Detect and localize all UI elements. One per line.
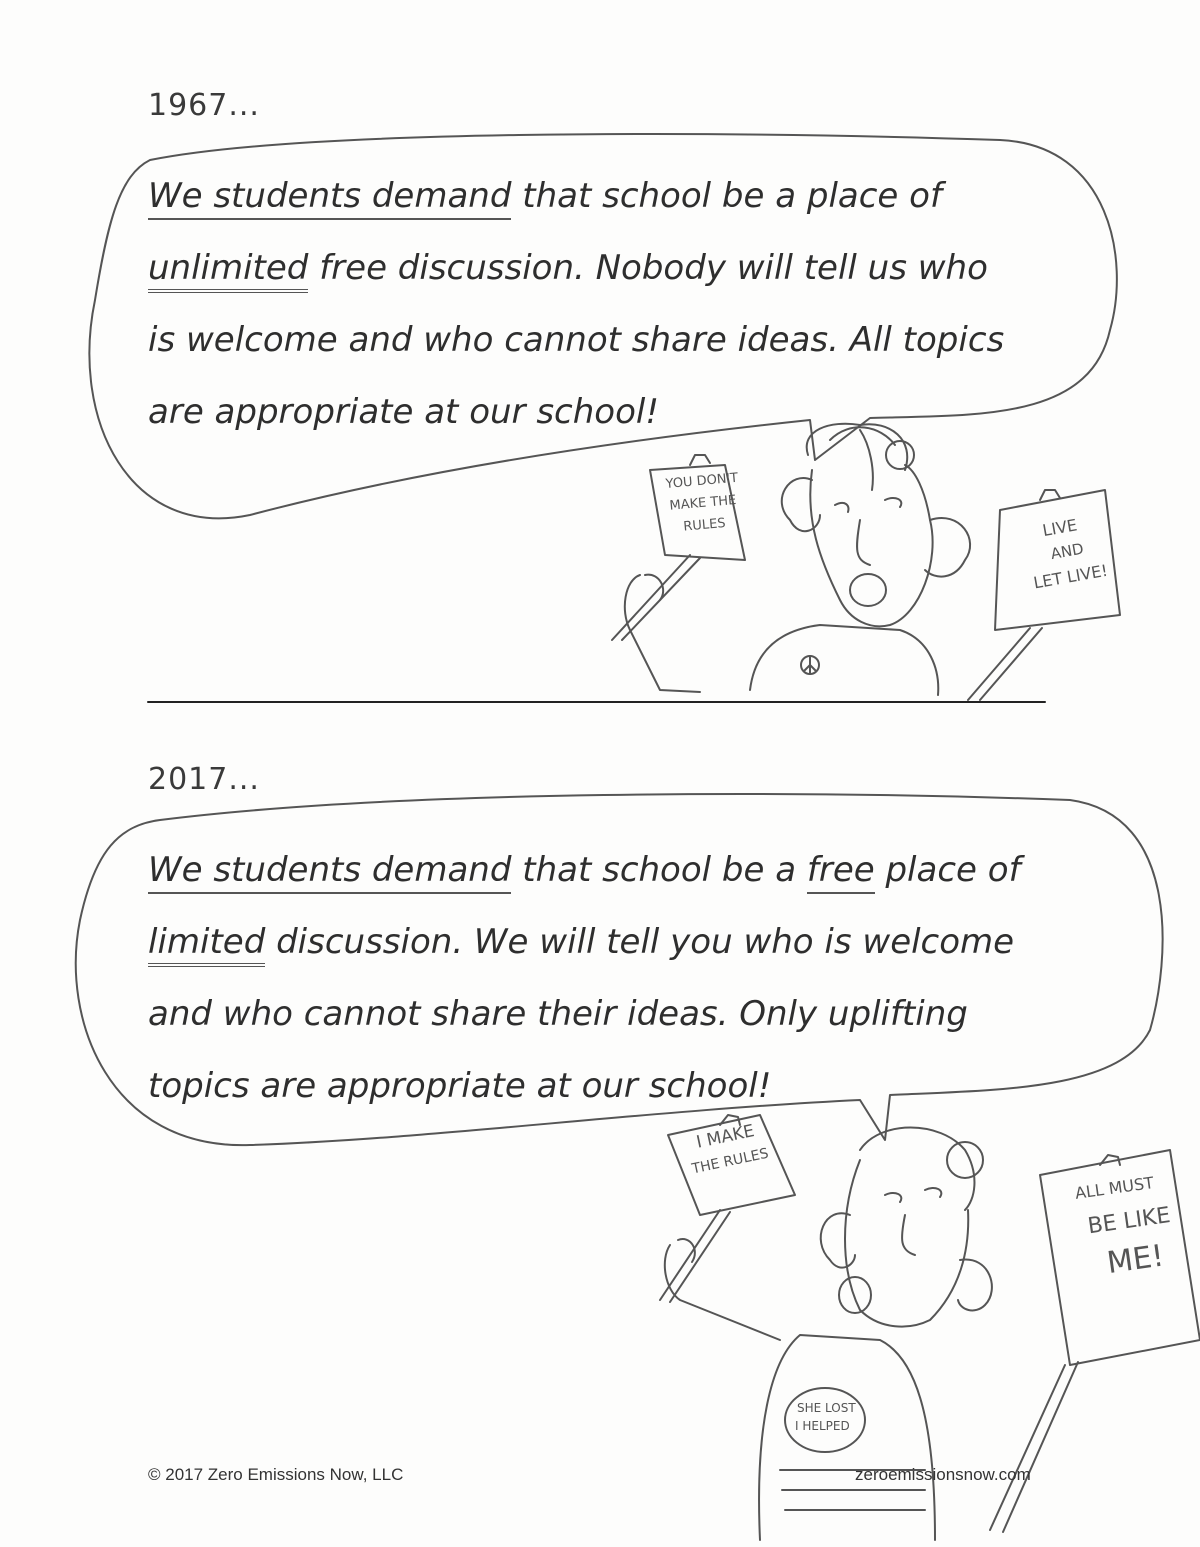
speech-2017-emphasis-limited: limited <box>148 922 265 967</box>
speech-1967-emphasis-demand: We students demand <box>148 176 511 220</box>
speech-2017-line4: topics are appropriate at our school! <box>148 1066 772 1106</box>
sign-left-1967-line2: MAKE THE <box>668 492 737 514</box>
website-url: zeroemissionsnow.com <box>855 1465 1031 1484</box>
shirt-text-line1: SHE LOST <box>797 1401 856 1415</box>
sign-right-1967-line1: LIVE <box>1041 515 1079 541</box>
speech-1967-emphasis-unlimited: unlimited <box>148 248 308 293</box>
copyright-notice: © 2017 Zero Emissions Now, LLC <box>148 1465 404 1484</box>
speech-1967-line2 <box>148 232 1108 304</box>
speech-2017-line1-rest: place of <box>874 850 1021 890</box>
speech-2017-line2-rest: discussion. We will tell you who is welcome <box>265 922 1015 962</box>
speech-1967-line2-rest: free discussion. Nobody will tell us who <box>308 248 988 288</box>
sign-left-2017-line2: THE RULES <box>690 1145 771 1178</box>
speech-1967-line1 <box>148 160 1108 232</box>
speech-1967-line3: is welcome and who cannot share ideas. All topics <box>148 320 1005 360</box>
sign-left-2017-line1: I MAKE <box>694 1121 757 1153</box>
protester-1967 <box>612 424 1120 700</box>
speech-2017-line1-mid: that school be a <box>511 850 807 890</box>
speech-text-2017 <box>148 834 1108 1122</box>
speech-2017-line3: and who cannot share their ideas. Only uplifting <box>148 994 968 1034</box>
sign-right-1967-line2: AND <box>1049 539 1086 564</box>
speech-2017-emphasis-free: free <box>807 850 875 894</box>
speech-2017-line1 <box>148 834 1108 906</box>
sign-left-1967-line1: YOU DON'T <box>665 470 739 492</box>
speech-text-1967 <box>148 160 1108 448</box>
speech-1967-line1-rest: that school be a place of <box>511 176 942 216</box>
sign-right-2017-line2: BE LIKE <box>1086 1203 1172 1240</box>
speech-1967-line4: are appropriate at our school! <box>148 392 659 432</box>
sign-left-1967-line3: RULES <box>682 515 727 535</box>
sign-right-2017-line1: ALL MUST <box>1073 1172 1156 1203</box>
shirt-text-line2: I HELPED <box>795 1419 850 1433</box>
year-2017: 2017... <box>148 762 260 797</box>
speech-2017-emphasis-demand: We students demand <box>148 850 511 894</box>
speech-2017-line2 <box>148 906 1108 978</box>
sign-right-2017-line3: ME! <box>1104 1238 1166 1281</box>
year-1967: 1967... <box>148 88 260 123</box>
sign-right-1967-line3: LET LIVE! <box>1032 560 1110 593</box>
